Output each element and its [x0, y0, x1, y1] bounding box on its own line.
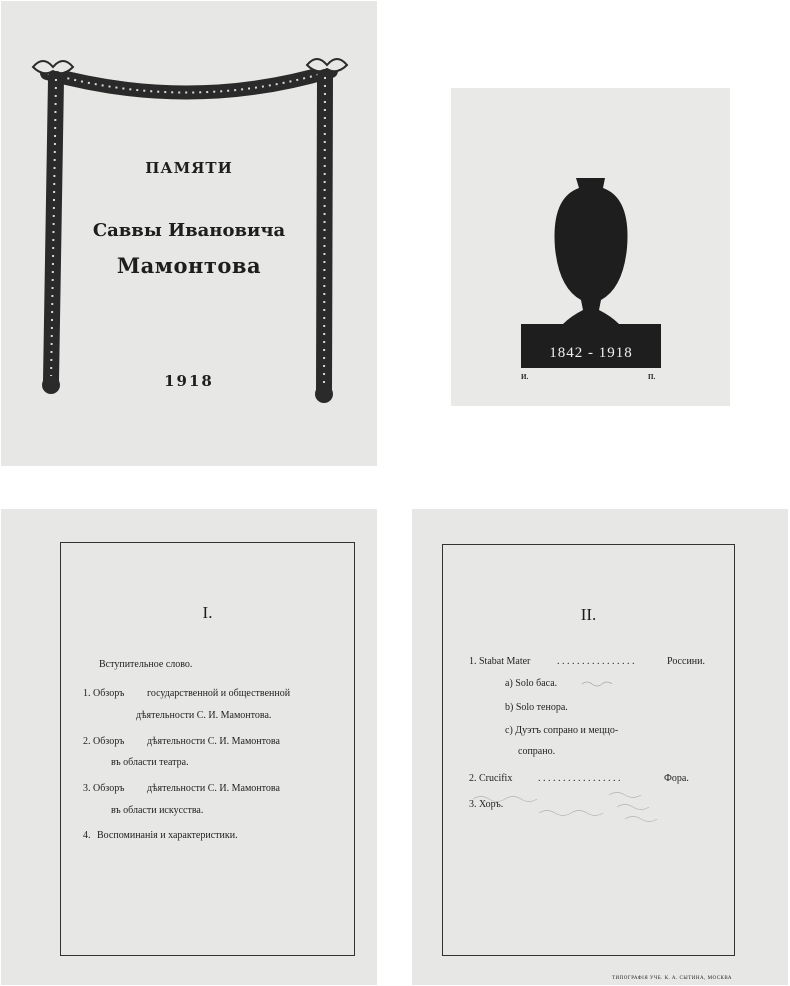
printer-footer: ТИПОГРАФІЯ УЧБ. К. А. СЫТИНА, МОСКВА: [612, 976, 733, 981]
item3-text-a: дѣятельности С. И. Мамонтова: [147, 783, 280, 794]
item4-number: 4.: [83, 830, 91, 841]
item2-number: 2. Обзоръ: [83, 736, 125, 747]
urn-dates: 1842 - 1918: [549, 345, 633, 361]
item4-text: Воспоминанія и характеристики.: [97, 830, 238, 841]
program-part-two: [412, 509, 788, 985]
item3-text-b: въ области искусства.: [111, 805, 204, 816]
item3-number: 3. Обзоръ: [83, 783, 125, 794]
item1-text-a: государственной и общественной: [147, 688, 291, 699]
item2-dots: . . . . . . . . . . . . . . . . .: [538, 773, 621, 784]
item1-number: 1. Обзоръ: [83, 688, 125, 699]
item2-text-a: дѣятельности С. И. Мамонтова: [147, 736, 280, 747]
cover-page: [1, 1, 377, 466]
item1-text-b: дѣятельности С. И. Мамонтова.: [136, 710, 272, 721]
item1-label: 1. Stabat Mater: [469, 656, 531, 667]
part-numeral: I.: [202, 603, 213, 622]
initial-right: П.: [648, 373, 656, 381]
urn-page: [451, 88, 730, 406]
program-part-one: [1, 509, 377, 985]
pencil-note: [581, 679, 621, 689]
item2-text-b: въ области театра.: [111, 757, 189, 768]
sub-c2: сопрано.: [518, 746, 556, 757]
sub-b: b) Solo тенора.: [505, 702, 568, 713]
sub-a: a) Solo баса.: [505, 678, 558, 689]
sub-c1: c) Дуэтъ сопрано и меццо-: [505, 725, 619, 736]
page-frame: [60, 542, 355, 956]
page-frame: [442, 544, 735, 956]
cover-title-memory: ПАМЯТИ: [145, 159, 233, 177]
item1-composer: Россини.: [667, 656, 705, 667]
cover-title-name: Саввы Ивановича: [92, 220, 286, 241]
initial-left: И.: [521, 373, 529, 381]
item3-label: 3. Хоръ.: [469, 799, 504, 810]
intro-line: Вступительное слово.: [99, 659, 193, 670]
part-numeral: II.: [580, 605, 597, 624]
cover-year: 1918: [164, 372, 214, 390]
cover-title-surname: Мамонтова: [116, 253, 262, 278]
item1-dots: . . . . . . . . . . . . . . . .: [557, 656, 635, 667]
item2-label: 2. Crucifix: [469, 773, 513, 784]
item2-composer: Фора.: [664, 773, 689, 784]
